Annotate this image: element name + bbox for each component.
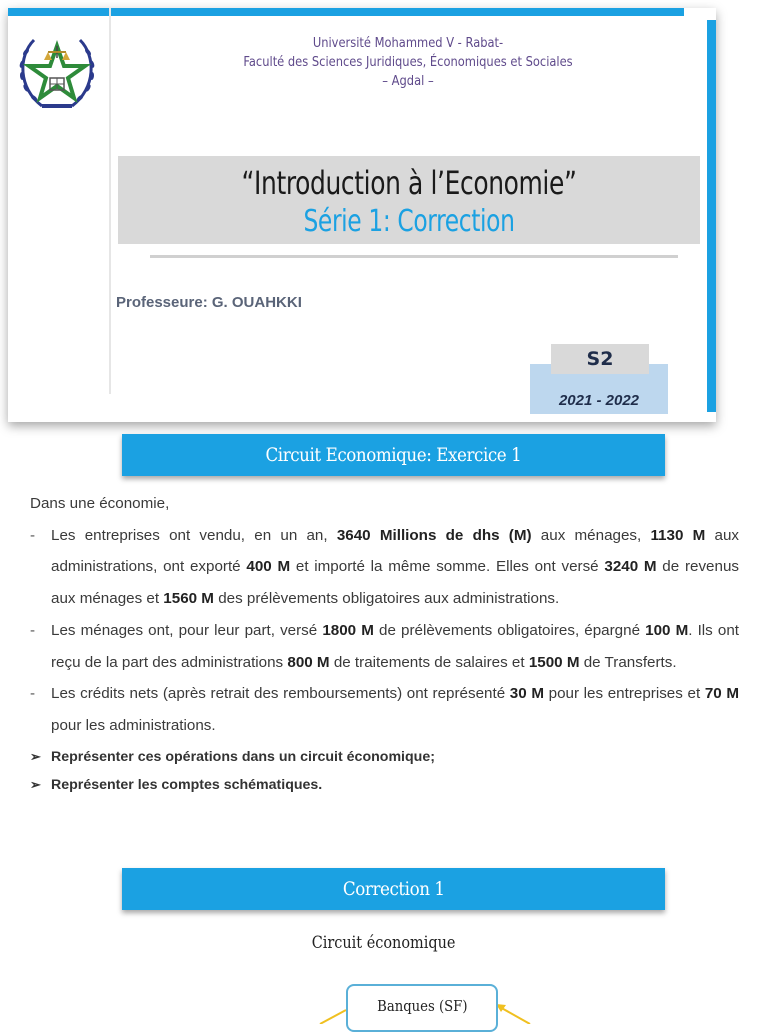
bold-figure: 800 M — [287, 653, 330, 671]
arrow-bullet-icon: ➢ — [30, 748, 41, 764]
exercise-task — [30, 771, 739, 799]
professor-name: Professeure: G. OUAHKKI — [116, 294, 302, 311]
document-title: “Introduction à l’Economie” — [241, 164, 577, 202]
circuit-subheading — [0, 933, 768, 953]
arrow-bullet-icon: ➢ — [30, 776, 41, 792]
item-text: de revenus aux ménages et — [51, 558, 739, 608]
left-divider — [109, 8, 111, 394]
exercise-body — [30, 488, 739, 799]
bold-figure: 30 M — [509, 685, 544, 703]
dash-bullet-icon: - — [30, 621, 36, 639]
bold-figure: 1130 M — [650, 526, 706, 544]
arrow-to-banks-left — [320, 1010, 346, 1024]
item-text: Les ménages ont, pour leur part, versé — [51, 621, 323, 639]
academic-year: 2021 - 2022 — [558, 392, 640, 409]
exercise-item — [30, 615, 739, 678]
item-text: aux administrations, ont exporté — [51, 526, 740, 576]
dash-bullet-icon: - — [30, 526, 36, 544]
exercise-item — [30, 678, 739, 741]
exercise-heading-bar — [122, 434, 665, 476]
item-text: de prélèvements obligatoires, épargné — [373, 621, 646, 639]
university-line-3: – Agdal – — [382, 73, 434, 89]
exercise-item — [30, 520, 739, 615]
exercise-heading: Circuit Economique: Exercice 1 — [265, 444, 522, 466]
university-emblem-icon — [12, 28, 102, 118]
correction-heading-bar — [122, 868, 665, 910]
exercise-intro: Dans une économie, — [30, 495, 170, 512]
semester-badge: S2 — [551, 344, 649, 374]
bold-figure: 3640 Millions de dhs (M) — [336, 526, 532, 544]
exercise-tasks — [30, 743, 739, 799]
item-text: de traitements de salaires et — [329, 653, 529, 671]
item-text: pour les administrations. — [51, 716, 216, 734]
item-text: Les entreprises ont vendu, en un an, — [51, 526, 337, 544]
bold-figure: 400 M — [246, 558, 291, 576]
item-text: de Transferts. — [579, 653, 677, 671]
university-line-1: Université Mohammed V - Rabat- — [312, 35, 504, 51]
correction-heading: Correction 1 — [342, 878, 445, 900]
circuit-subheading-text: Circuit économique — [312, 933, 456, 953]
bold-figure: 3240 M — [604, 558, 657, 576]
document-subtitle: Série 1: Correction — [303, 204, 515, 239]
item-text: . Ils ont reçu de la part des administrations — [51, 621, 739, 671]
right-accent-bar — [707, 20, 716, 412]
item-text: aux ménages, — [531, 526, 651, 544]
bold-figure: 1560 M — [163, 590, 214, 608]
header-card — [8, 8, 716, 422]
banks-label: Banques (SF) — [376, 997, 468, 1015]
exercise-items — [30, 520, 739, 742]
exercise-task — [30, 743, 739, 771]
bold-figure: 100 M — [645, 621, 689, 639]
title-box — [118, 156, 700, 244]
university-name — [196, 34, 621, 91]
bold-figure: 70 M — [704, 685, 739, 703]
item-text: Les crédits nets (après retrait des remboursements) ont représenté — [51, 685, 510, 703]
task-text: Représenter ces opérations dans un circuit économique; — [51, 748, 435, 765]
task-text: Représenter les comptes schématiques. — [51, 776, 323, 793]
title-underline — [150, 255, 678, 258]
bold-figure: 1500 M — [528, 653, 580, 671]
item-text: et importé la même somme. Elles ont versé — [290, 558, 605, 576]
item-text: pour les entreprises et — [543, 685, 705, 703]
dash-bullet-icon: - — [30, 685, 36, 703]
bold-figure: 1800 M — [322, 621, 374, 639]
university-line-2: Faculté des Sciences Juridiques, Économiques et Sociales — [243, 54, 573, 70]
item-text: des prélèvements obligatoires aux administrations. — [213, 590, 560, 608]
diagram-node-banks — [346, 984, 498, 1032]
